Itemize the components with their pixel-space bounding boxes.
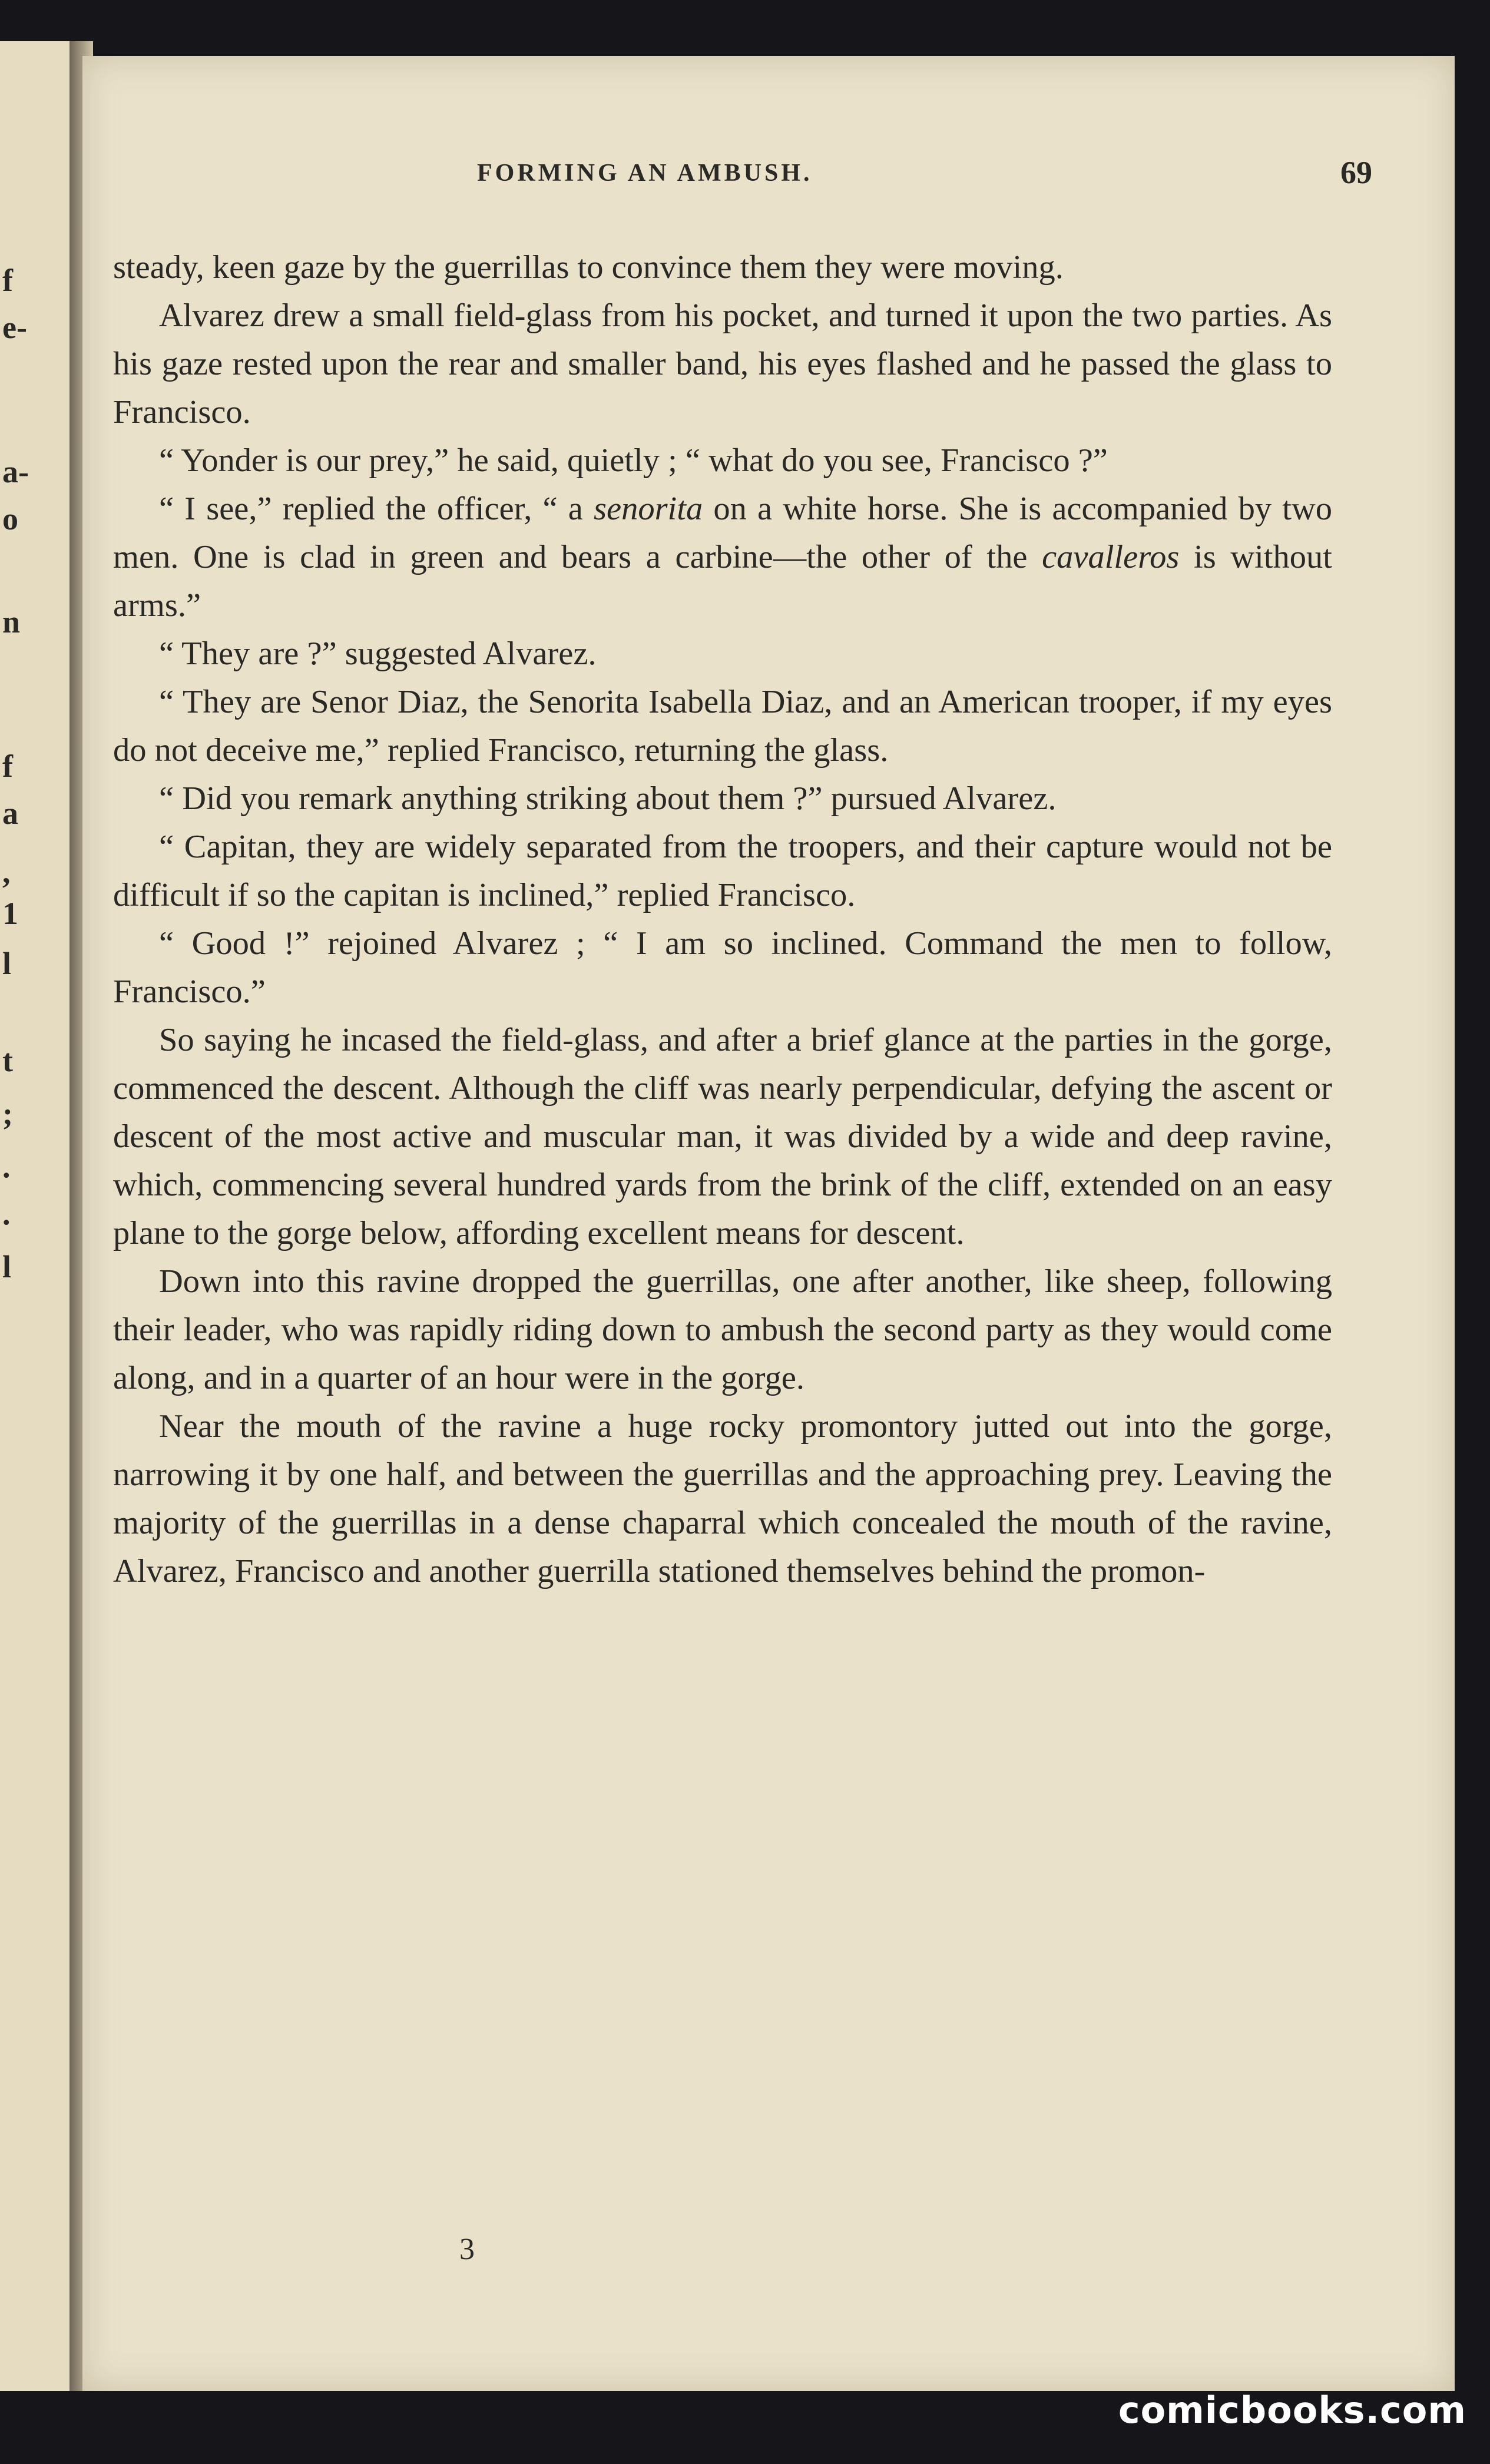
prev-page-fragment: ; [2,1096,13,1131]
prev-page-fragment: t [2,1043,13,1078]
paragraph: “ They are Senor Diaz, the Senorita Isabella Diaz, and an American trooper, if my eyes do not deceive me,” replied Francisco, returning the glass. [113,684,1332,769]
watermark: comicbooks.com [1118,2389,1466,2432]
prev-page-fragment: 1 [2,896,18,931]
prev-page-fragment: . [2,1196,11,1231]
prev-page-fragment: a [2,796,18,831]
running-title: FORMING AN AMBUSH. [477,160,813,187]
prev-page-fragment: f [2,263,13,298]
prev-page-fragment: f [2,749,13,784]
prev-page-fragment: e- [2,310,27,345]
paragraph: So saying he incased the field-glass, and after a brief glance at the parties in the gorge, commenced the descent. Although the cliff was nearly perpendicular, defying the ascent or descent of the most active and muscular man, it was divided by a wide and deep ravine, which, commencing several hundred yards from the brink of the cliff, extended on an easy plane to the gorge below, affording excellent means for descent. [113,1022,1332,1251]
italic-text: senorita [594,491,703,527]
paragraph: “ They are ?” suggested Alvarez. [159,635,597,672]
text-run: “ I see,” replied the officer, “ a [159,491,594,527]
paragraph [113,485,1332,630]
paragraph: Down into this ravine dropped the guerrillas, one after another, like sheep, following their leader, who was rapidly riding down to ambush the second party as they would come along, and in a quarter of an hour were in the gorge. [113,1263,1332,1396]
prev-page-fragment: l [2,1249,12,1284]
paragraph: “ Good !” rejoined Alvarez ; “ I am so inclined. Command the men to follow, Francisco.” [113,925,1332,1010]
page-number: 69 [1340,155,1372,190]
paragraph: Alvarez drew a small field-glass from his pocket, and turned it upon the two parties. As his gaze rested upon the rear and smaller band, his eyes flashed and he passed the glass to Francisco. [113,297,1332,430]
paragraph: “ Did you remark anything striking about them ?” pursued Alvarez. [159,780,1057,817]
paragraph: Near the mouth of the ravine a huge rocky promontory jutted out into the gorge, narrowing it by one half, and between the guerrillas and the approaching prey. Leaving the majority of the guerrillas in a dense chaparral which concealed the mouth of the ravine, Alvarez, Francisco and another guerrilla stationed themselves behind the promon- [113,1408,1332,1589]
paragraph: steady, keen gaze by the guerrillas to convince them they were moving. [113,249,1064,286]
text-run: is without arms.” [113,539,1332,624]
paragraph: “ Capitan, they are widely separated from the troopers, and their capture would not be difficult if so the capitan is inclined,” replied Francisco. [113,829,1332,913]
book-page [82,56,1455,2391]
prev-page-fragment: l [2,946,12,981]
signature-mark: 3 [459,2233,475,2266]
italic-text: cavalleros [1042,539,1180,575]
running-head [82,155,1455,206]
prev-page-fragment: o [2,501,18,536]
prev-page-fragment: n [2,604,21,640]
prev-page-fragment: , [2,855,11,890]
text-run: on a white horse. She is accompanied by two men. One is clad in green and bears a carbine—the other of the [113,491,1333,575]
body-text [113,243,1332,1595]
paragraph: “ Yonder is our prey,” he said, quietly ; “ what do you see, Francisco ?” [159,442,1108,479]
prev-page-fragment: a- [2,454,29,489]
previous-page-edge [0,41,73,2391]
prev-page-fragment: . [2,1149,11,1184]
